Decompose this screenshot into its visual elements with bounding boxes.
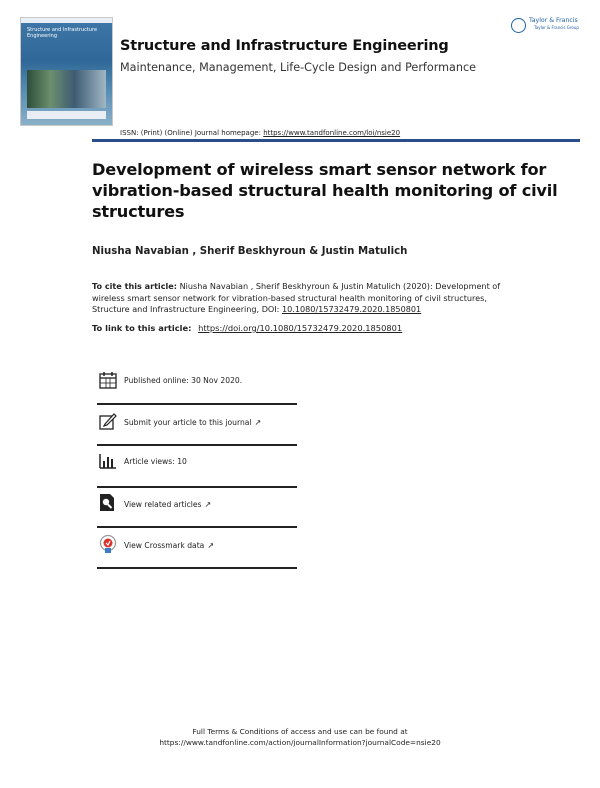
calendar-icon — [99, 371, 119, 391]
cover-strip — [27, 111, 106, 119]
cover-band — [21, 18, 112, 23]
search-document-icon — [99, 493, 119, 513]
citation-block — [92, 281, 512, 316]
publisher-logo-icon — [511, 18, 526, 33]
publisher-logo — [511, 17, 591, 35]
header-divider — [92, 139, 580, 142]
item-divider — [97, 567, 297, 569]
cover-title: Structure and Infrastructure Engineering — [27, 27, 98, 39]
crossmark-text: View Crossmark data — [124, 541, 205, 550]
journal-cover-image — [20, 17, 113, 126]
crossmark-row — [124, 541, 214, 550]
cover-photo — [27, 70, 106, 108]
item-divider — [97, 444, 297, 446]
bar-chart-icon — [99, 453, 119, 473]
submit-article-text: Submit your article to this journal — [124, 418, 252, 427]
article-link-label: To link to this article: — [92, 323, 192, 333]
article-doi-link[interactable]: https://doi.org/10.1080/15732479.2020.1850801 — [198, 323, 403, 333]
crossmark-icon — [99, 534, 119, 554]
journal-subtitle: Maintenance, Management, Life-Cycle Design and Performance — [120, 61, 476, 74]
footer-terms-link[interactable]: https://www.tandfonline.com/action/journalInformation?journalCode=nsie20 — [159, 738, 441, 747]
journal-homepage-link[interactable]: https://www.tandfonline.com/loi/nsie20 — [263, 129, 401, 137]
article-title: Development of wireless smart sensor network for vibration-based structural health monitoring of civil structures — [92, 160, 558, 221]
item-divider — [97, 403, 297, 405]
submit-article-row — [124, 418, 261, 427]
citation-text: Niusha Navabian , Sherif Beskhyroun & Justin Matulich (2020): Development of wireless smart sensor network for vibration-based structural health monitoring of civil structures, Structure and Infrastructure Engineering, DOI: — [92, 281, 501, 314]
crossmark-item[interactable] — [97, 533, 297, 575]
item-divider — [97, 526, 297, 528]
external-link-icon: ↗ — [254, 418, 262, 427]
citation-label: To cite this article: — [92, 281, 178, 291]
submit-article-item[interactable] — [97, 410, 297, 452]
issn-label: ISSN: (Print) (Online) Journal homepage: — [120, 129, 261, 137]
article-link-line — [92, 323, 402, 333]
journal-title: Structure and Infrastructure Engineering — [120, 38, 449, 54]
published-online-text: Published online: 30 Nov 2020. — [124, 376, 243, 385]
published-online-item — [97, 369, 297, 411]
publisher-name: Taylor & Francis — [529, 17, 578, 24]
item-divider — [97, 486, 297, 488]
issn-line — [120, 129, 400, 137]
external-link-icon: ↗ — [204, 500, 212, 509]
publisher-subname: Taylor & Francis Group — [534, 25, 579, 30]
related-articles-text: View related articles — [124, 500, 202, 509]
related-articles-item[interactable] — [97, 492, 297, 534]
article-views-text: Article views: 10 — [124, 457, 187, 466]
external-link-icon: ↗ — [207, 541, 215, 550]
related-articles-row — [124, 500, 211, 509]
footer-line-1: Full Terms & Conditions of access and use can be found at — [192, 727, 408, 736]
citation-doi-link[interactable]: 10.1080/15732479.2020.1850801 — [281, 304, 422, 314]
article-authors: Niusha Navabian , Sherif Beskhyroun & Justin Matulich — [92, 246, 408, 257]
edit-icon — [99, 412, 119, 432]
